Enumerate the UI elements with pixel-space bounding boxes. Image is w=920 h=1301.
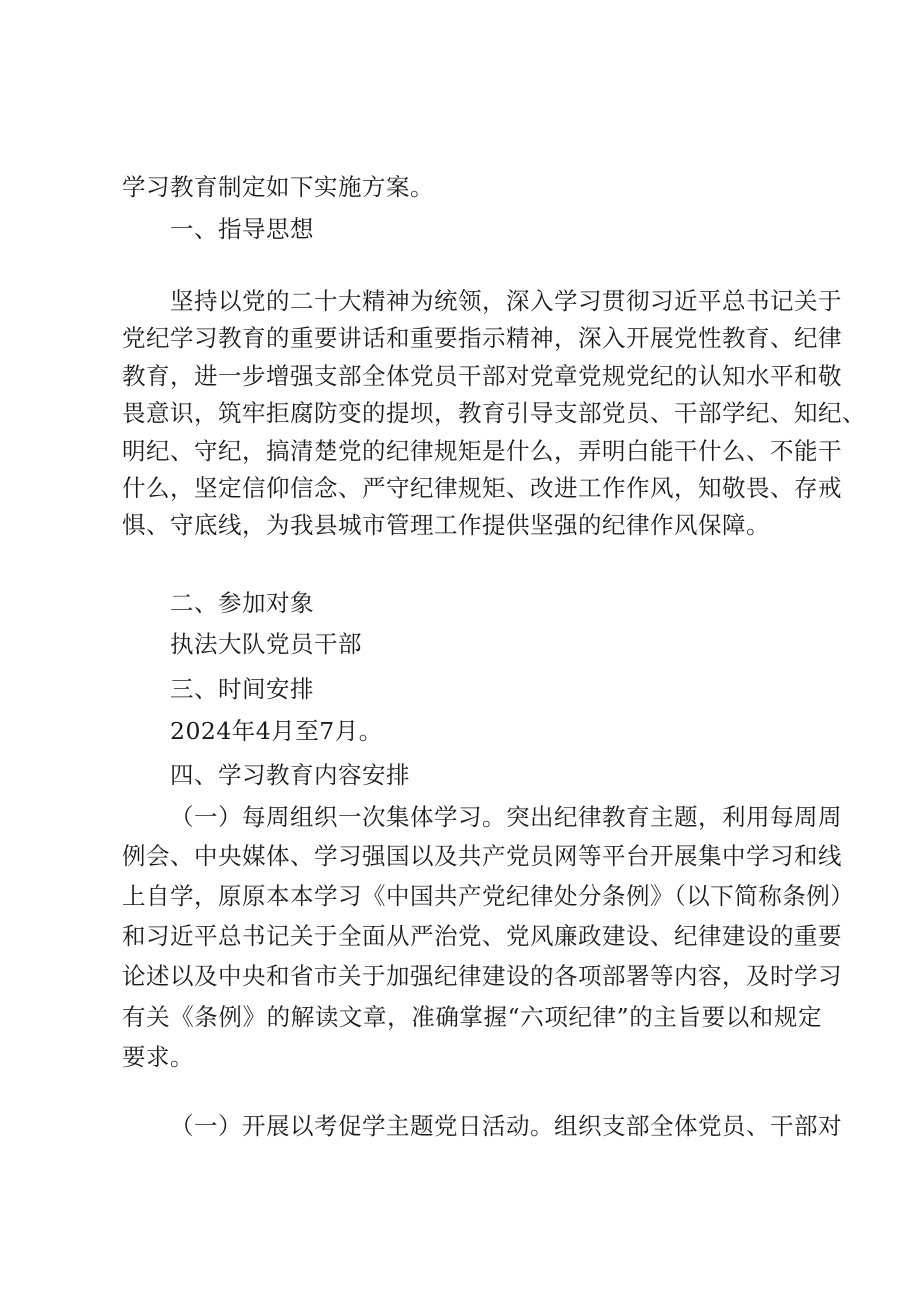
text-line: 执法大队党员干部 bbox=[170, 630, 362, 658]
text-line: 例会、中央媒体、学习强国以及共产党员网等平台开展集中学习和线 bbox=[122, 842, 842, 870]
text-line: 学习教育制定如下实施方案。 bbox=[122, 173, 434, 201]
text-line: （一）开展以考促学主题党日活动。组织支部全体党员、干部对 bbox=[170, 1112, 842, 1140]
text-line: 惧、守底线，为我县城市管理工作提供坚强的纪律作风保障。 bbox=[122, 511, 770, 539]
text-line: 和习近平总书记关于全面从严治党、党风廉政建设、纪律建设的重要 bbox=[122, 922, 842, 950]
text-line: （一）每周组织一次集体学习。突出纪律教育主题，利用每周周 bbox=[170, 803, 842, 831]
text-line: 明纪、守纪，搞清楚党的纪律规矩是什么，弄明白能干什么、不能干 bbox=[122, 437, 842, 465]
text-line: 畏意识，筑牢拒腐防变的提坝，教育引导支部党员、干部学纪、知纪、 bbox=[122, 399, 866, 427]
text-line: 要求。 bbox=[122, 1043, 194, 1071]
section-heading: 三、时间安排 bbox=[170, 675, 314, 703]
text-line: 教育，进一步增强支部全体党员干部对党章党规党纪的认知水平和敬 bbox=[122, 362, 842, 390]
text-line: 坚持以党的二十大精神为统领，深入学习贯彻习近平总书记关于 bbox=[170, 287, 842, 315]
text-line: 上自学，原原本本学习《中国共产党纪律处分条例》（以下简称条例） bbox=[122, 882, 855, 910]
section-heading: 一、指导思想 bbox=[170, 215, 314, 243]
text-line: 2024年4月至7月。 bbox=[170, 717, 383, 745]
section-heading: 二、参加对象 bbox=[170, 589, 314, 617]
text-line: 什么，坚定信仰信念、严守纪律规矩、改进工作作风，知敬畏、存戒 bbox=[122, 474, 842, 502]
text-line: 党纪学习教育的重要讲话和重要指示精神，深入开展党性教育、纪律 bbox=[122, 324, 842, 352]
text-line: 论述以及中央和省市关于加强纪律建设的各项部署等内容，及时学习 bbox=[122, 962, 842, 990]
text-line: 有关《条例》的解读文章，准确掌握“六项纪律”的主旨要以和规定 bbox=[122, 1003, 822, 1031]
section-heading: 四、学习教育内容安排 bbox=[170, 761, 410, 789]
